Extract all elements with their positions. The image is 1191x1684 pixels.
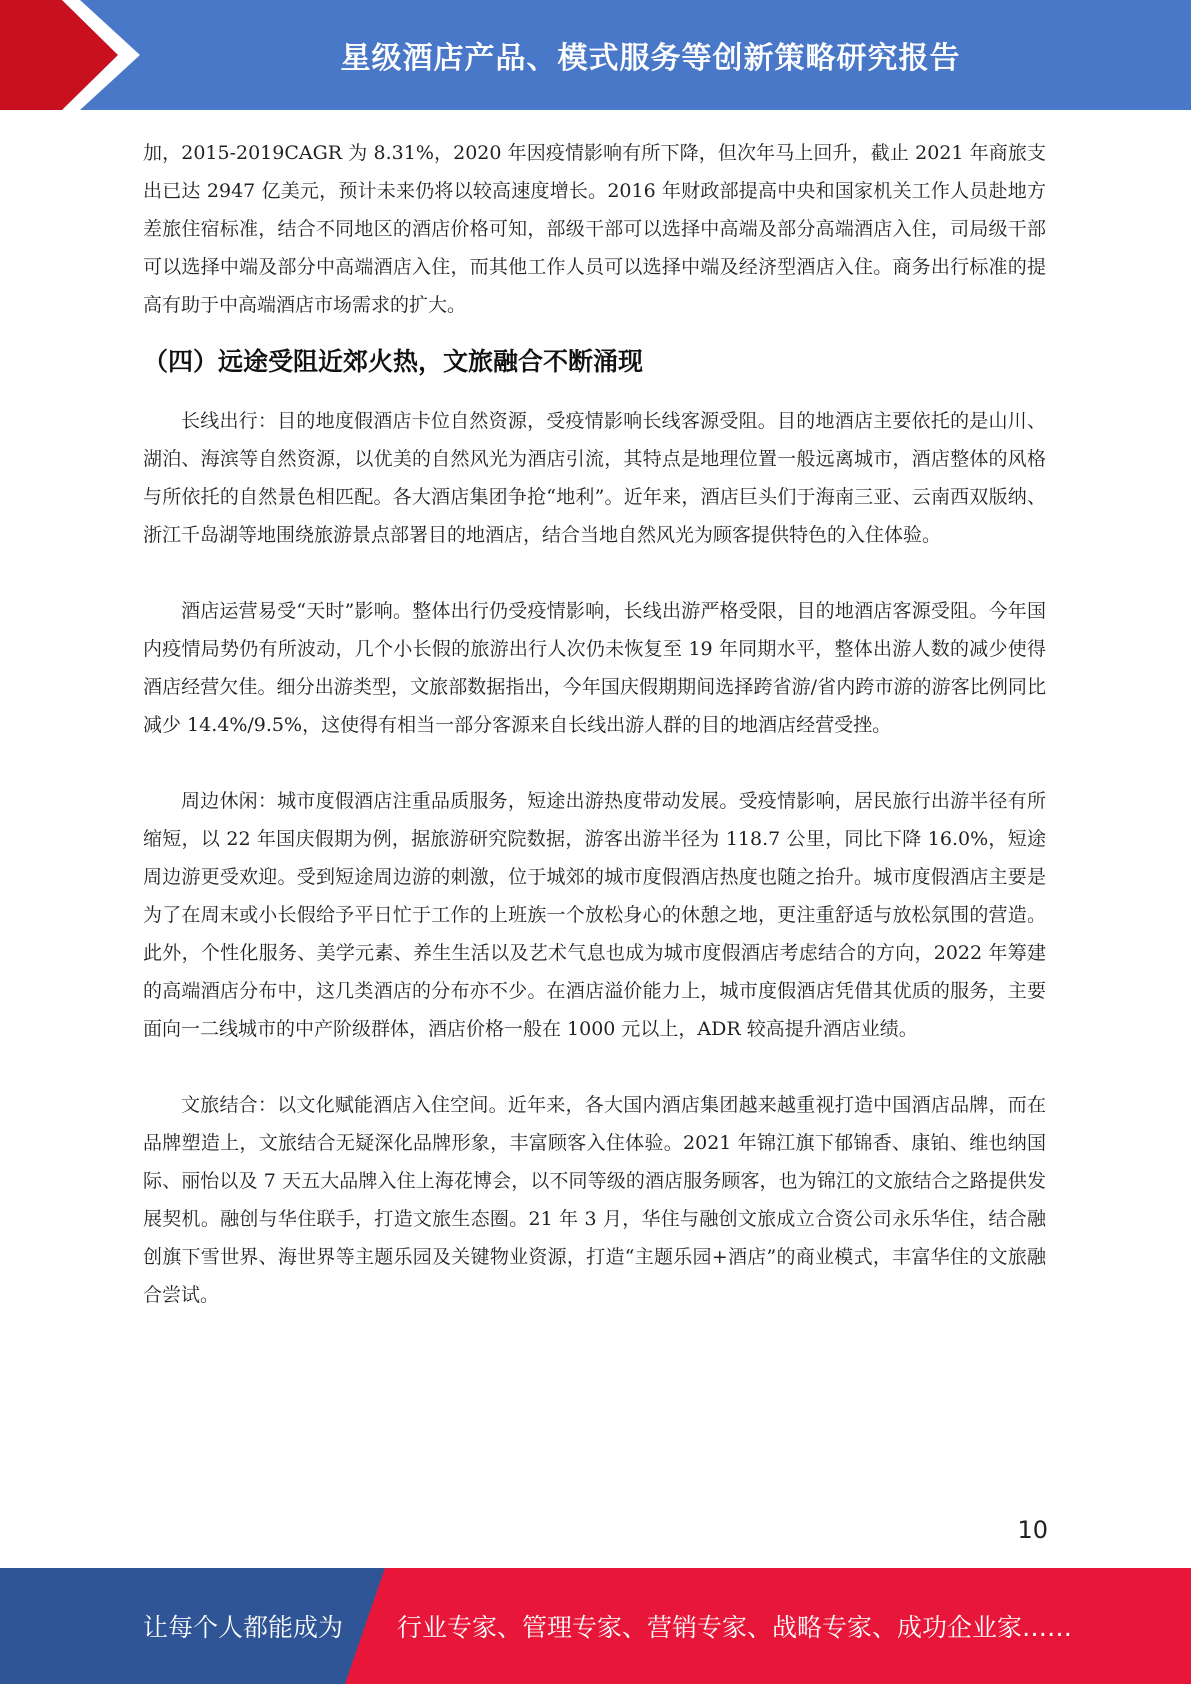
section-heading: （四）远途受阻近郊火热，文旅融合不断涌现 bbox=[143, 347, 644, 376]
paragraph-long-trip: 长线出行：目的地度假酒店卡位自然资源，受疫情影响长线客源受阻。目的地酒店主要依托的是山川、湖泊、海滨等自然资源，以优美的自然风光为酒店引流，其特点是地理位置一般远离城市，酒店整体的风格与所依托的自然景色相匹配。各大酒店集团争抢“地利”。近年来，酒店巨头们于海南三亚、云南西双版纳、浙江千岛湖等地围绕旅游景点部署目的地酒店，结合当地自然风光为顾客提供特色的入住体验。 bbox=[143, 410, 1046, 546]
page-number: 10 bbox=[1017, 1516, 1048, 1544]
paragraph-culture-tourism: 文旅结合：以文化赋能酒店入住空间。近年来，各大国内酒店集团越来越重视打造中国酒店品牌，而在品牌塑造上，文旅结合无疑深化品牌形象，丰富顾客入住体验。2021 年锦江旗下郁锦香、康铂、维也纳国际、丽怡以及 7 天五大品牌入住上海花博会，以不同等级的酒店服务顾客，也为锦江的文旅结合之路提供发展契机。融创与华住联手，打造文旅生态圈。21 年 3 月，华住与融创文旅成立合资公司永乐华住，结合融创旗下雪世界、海世界等主题乐园及关键物业资源，打造“主题乐园+酒店”的商业模式，丰富华住的文旅融合尝试。 bbox=[143, 1094, 1046, 1306]
header-arrow-decoration bbox=[0, 0, 160, 110]
paragraph-nearby-leisure: 周边休闲：城市度假酒店注重品质服务，短途出游热度带动发展。受疫情影响，居民旅行出游半径有所缩短，以 22 年国庆假期为例，据旅游研究院数据，游客出游半径为 118.7 公里，同比下降 16.0%，短途周边游更受欢迎。受到短途周边游的刺激，位于城郊的城市度假酒店热度也随之抬升。城市度假酒店主要是为了在周末或小长假给予平日忙于工作的上班族一个放松身心的休憩之地，更注重舒适与放松氛围的营造。此外，个性化服务、美学元素、养生生活以及艺术气息也成为城市度假酒店考虑结合的方向，2022 年筹建的高端酒店分布中，这几类酒店的分布亦不少。在酒店溢价能力上，城市度假酒店凭借其优质的服务，主要面向一二线城市的中产阶级群体，酒店价格一般在 1000 元以上，ADR 较高提升酒店业绩。 bbox=[143, 790, 1046, 1040]
footer-slogan-right: 行业专家、管理专家、营销专家、战略专家、成功企业家…… bbox=[397, 1613, 1073, 1642]
paragraph-timing: 酒店运营易受“天时”影响。整体出行仍受疫情影响，长线出游严格受限，目的地酒店客源受阻。今年国内疫情局势仍有所波动，几个小长假的旅游出行人次仍未恢复至 19 年同期水平，整体出游人数的减少使得酒店经营欠佳。细分出游类型，文旅部数据指出，今年国庆假期期间选择跨省游/省内跨市游的游客比例同比减少 14.4%/9.5%，这使得有相当一部分客源来自长线出游人群的目的地酒店经营受挫。 bbox=[143, 600, 1046, 736]
paragraph-gap bbox=[143, 744, 1046, 782]
paragraph-continuation: 加，2015-2019CAGR 为 8.31%，2020 年因疫情影响有所下降，但次年马上回升，截止 2021 年商旅支出已达 2947 亿美元，预计未来仍将以较高速度增长。2016 年财政部提高中央和国家机关工作人员赴地方差旅住宿标准，结合不同地区的酒店价格可知，部级干部可以选择中高端及部分高端酒店入住，司局级干部可以选择中端及部分中高端酒店入住，而其他工作人员可以选择中端及经济型酒店入住。商务出行标准的提高有助于中高端酒店市场需求的扩大。 bbox=[143, 142, 1046, 316]
paragraph-gap bbox=[143, 1048, 1046, 1086]
report-title: 星级酒店产品、模式服务等创新策略研究报告 bbox=[340, 41, 961, 76]
page-header bbox=[0, 0, 1191, 110]
footer-slogan-left: 让每个人都能成为 bbox=[143, 1613, 344, 1642]
page-footer bbox=[0, 1568, 1191, 1684]
paragraph-gap bbox=[143, 554, 1046, 592]
document-body bbox=[143, 134, 1046, 1314]
